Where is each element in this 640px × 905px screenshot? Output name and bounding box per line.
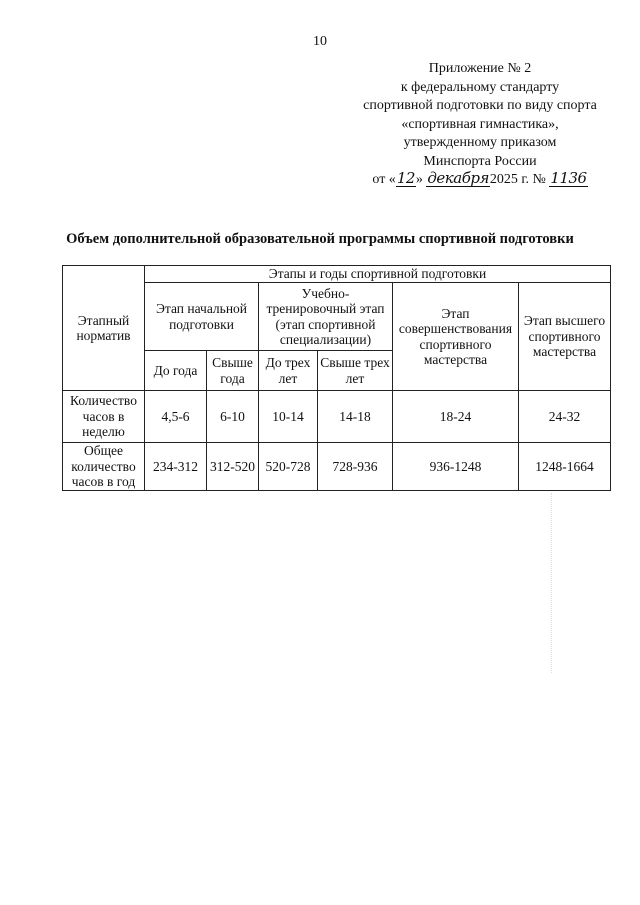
table-cell: 728-936 xyxy=(318,443,393,491)
scan-artifact-line xyxy=(551,493,552,673)
table-cell: 312-520 xyxy=(207,443,259,491)
appendix-line-1: Приложение № 2 xyxy=(428,61,532,76)
document-title: Объем дополнительной образовательной программы спортивной подготовки xyxy=(66,231,574,247)
table-cell: 24-32 xyxy=(519,391,611,443)
appendix-header xyxy=(330,60,630,190)
appendix-line-6: Минспорта России xyxy=(423,153,537,169)
table-cell: 18-24 xyxy=(393,391,519,443)
appendix-line-3: спортивной подготовки по виду спорта xyxy=(363,98,597,113)
date-prefix: от « xyxy=(372,172,396,187)
table-cell: 234-312 xyxy=(145,443,207,491)
sub-header-up-to-year: До года xyxy=(145,351,207,391)
table-cell: 6-10 xyxy=(207,391,259,443)
appendix-line-4: «спортивная гимнастика», xyxy=(401,116,559,132)
sub-header-over-three: Свыше трех лет xyxy=(318,351,393,391)
appendix-line-5: утвержденному приказом xyxy=(403,135,557,150)
table-cell: 4,5-6 xyxy=(145,391,207,443)
appendix-line-2: к федеральному стандарту xyxy=(400,79,560,95)
date-mid: » xyxy=(415,172,423,187)
date-day: 12 xyxy=(396,169,415,187)
date-month: декабря xyxy=(427,169,489,187)
appendix-date-line xyxy=(330,171,630,190)
stage-initial-header: Этап начальной подготовки xyxy=(145,283,259,351)
sub-header-up-to-three: До трех лет xyxy=(259,351,318,391)
table-row xyxy=(63,391,611,443)
sub-header-over-year: Свыше года xyxy=(207,351,259,391)
page-number: 10 xyxy=(313,34,327,49)
date-year: 2025 г. № xyxy=(489,172,546,187)
table-row xyxy=(63,443,611,491)
table-cell: 936-1248 xyxy=(393,443,519,491)
row-label: Общее количество часов в год xyxy=(63,443,145,491)
training-volume-table xyxy=(62,265,611,491)
stage-highest-header: Этап высшего спортивного мастерства xyxy=(519,283,611,391)
group-header: Этапы и годы спортивной подготовки xyxy=(145,266,611,283)
row-label: Количество часов в неделю xyxy=(63,391,145,443)
table-cell: 10-14 xyxy=(259,391,318,443)
table-cell: 14-18 xyxy=(318,391,393,443)
table-cell: 520-728 xyxy=(259,443,318,491)
stage-training-header: Учебно-тренировочный этап (этап спортивной специализации) xyxy=(259,283,393,351)
table-cell: 1248-1664 xyxy=(519,443,611,491)
stage-improvement-header: Этап совершенствования спортивного мастерства xyxy=(393,283,519,391)
order-number: 1136 xyxy=(550,169,587,187)
corner-header: Этапный норматив xyxy=(63,266,145,391)
